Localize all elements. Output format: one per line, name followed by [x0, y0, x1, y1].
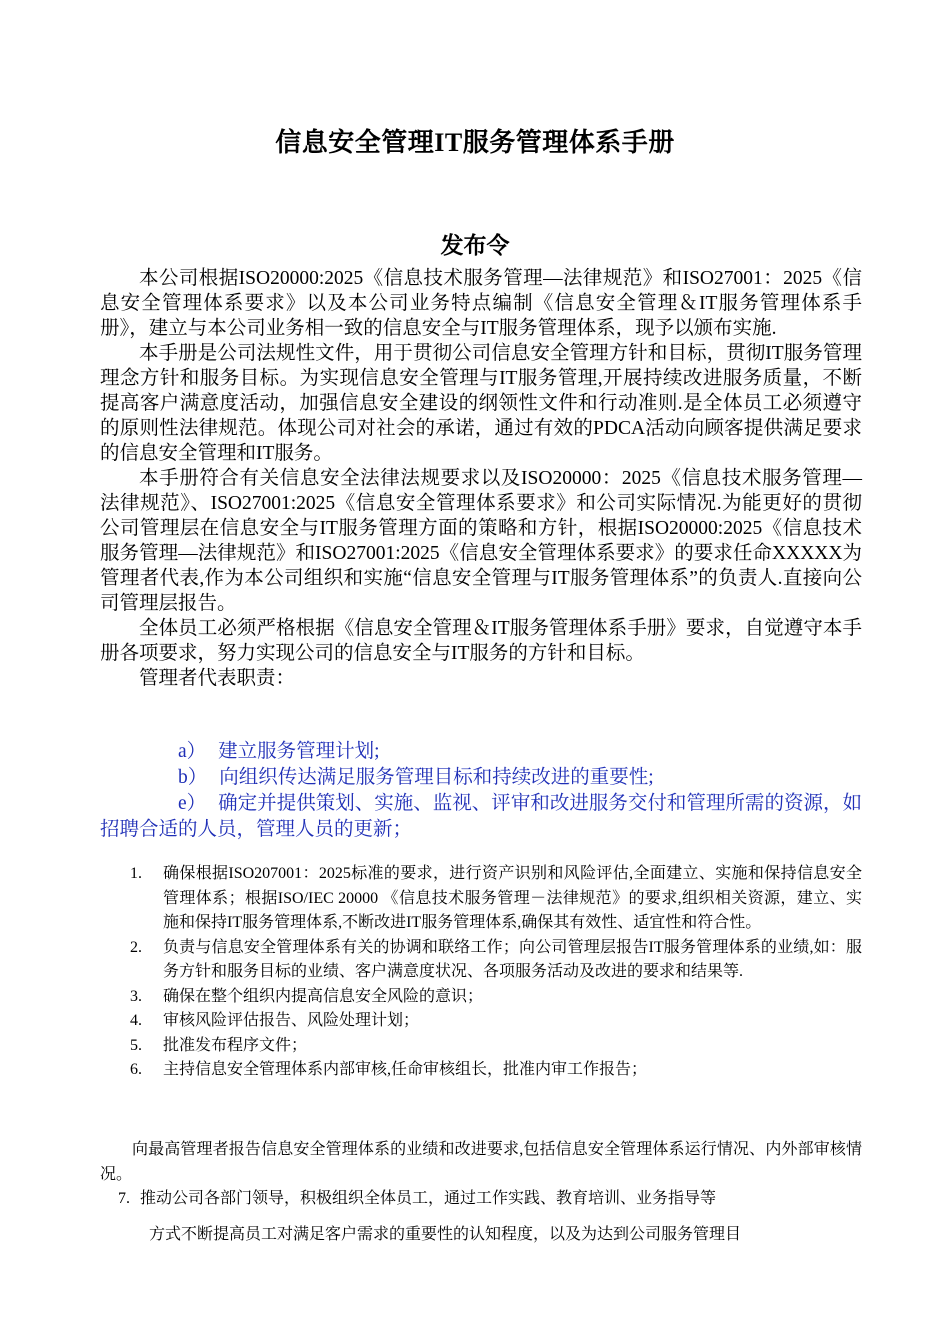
item-7-continuation: 方式不断提高员工对满足客户需求的重要性的认知程度，以及为达到公司服务管理目 [149, 1226, 742, 1243]
trailing-paragraph: 向最高管理者报告信息安全管理体系的业绩和改进要求,包括信息安全管理体系运行情况、内外部审核情况。 [100, 1141, 862, 1183]
numbered-item [130, 985, 862, 1010]
item-text: 向组织传达满足服务管理目标和持续改进的重要性; [219, 767, 654, 788]
item-number: 3. [130, 987, 142, 1005]
item-text: 确定并提供策划、实施、监视、评审和改进服务交付和管理所需的资源，如招聘合适的人员，管理人员的更新； [100, 793, 862, 840]
lettered-item [100, 791, 862, 843]
item-text: 确保在整个组织内提高信息安全风险的意识； [163, 987, 484, 1005]
item-number: 2. [130, 938, 142, 956]
item-label: a） [178, 741, 207, 762]
item-text: 建立服务管理计划; [218, 741, 380, 762]
numbered-item [130, 862, 862, 936]
lettered-list [100, 739, 862, 843]
paragraph-responsibilities-heading: 管理者代表职责： [139, 668, 296, 689]
numbered-item [130, 936, 862, 985]
item-number: 5. [130, 1036, 142, 1054]
paragraph-purpose: 本手册是公司法规性文件，用于贯彻公司信息安全管理方针和目标，贯彻IT服务管理理念方针和服务目标。为实现信息安全管理与IT服务管理,开展持续改进服务质量，不断提高客户满意度活动，加强信息安全建设的纲领性文件和行动准则.是全体员工必须遵守的原则性法律规范。体现公司对社会的承诺，通过有效的PDCA活动向顾客提供满足要求的信息安全管理和IT服务。 [100, 343, 862, 464]
document-title: 信息安全管理IT服务管理体系手册 [275, 128, 675, 157]
lettered-item [100, 739, 862, 765]
item-number: 6. [130, 1061, 142, 1078]
numbered-item-7 [118, 1187, 878, 1212]
item-text: 审核风险评估报告、风险处理计划； [163, 1012, 420, 1029]
item-text: 推动公司各部门领导，积极组织全体员工，通过工作实践、教育培训、业务指导等 [140, 1190, 717, 1207]
numbered-item [130, 1009, 862, 1034]
paragraph-compliance: 本手册符合有关信息安全法律法规要求以及ISO20000：2025《信息技术服务管理—法律规范》、ISO27001:2025《信息安全管理体系要求》和公司实际情况.为能更好的贯彻公司管理层在信息安全与IT服务管理方面的策略和方针，根据ISO20000:2025《信息技术服务管理—法律规范》和ISO27001:2025《信息安全管理体系要求》的要求任命XXXXX为管理者代表,作为本公司组织和实施“信息安全管理与IT服务管理体系”的负责人.直接向公司管理层报告。 [100, 468, 862, 614]
item-text: 批准发布程序文件； [163, 1036, 308, 1054]
section-heading: 发布令 [440, 233, 510, 258]
numbered-item [130, 1034, 862, 1059]
release-order-body [100, 266, 862, 691]
item-text: 主持信息安全管理体系内部审核,任命审核组长，批准内审工作报告； [163, 1061, 648, 1078]
paragraph-basis: 本公司根据ISO20000:2025《信息技术服务管理—法律规范》和ISO27001：2025《信息安全管理体系要求》以及本公司业务特点编制《信息安全管理＆IT服务管理体系手册》，建立与本公司业务相一致的信息安全与IT服务管理体系，现予以颁布实施. [100, 268, 862, 339]
item-label: b） [178, 767, 208, 788]
paragraph-employees: 全体员工必须严格根据《信息安全管理＆IT服务管理体系手册》要求，自觉遵守本手册各项要求，努力实现公司的信息安全与IT服务的方针和目标。 [100, 618, 862, 664]
item-label: e） [178, 793, 207, 814]
item-text: 负责与信息安全管理体系有关的协调和联络工作；向公司管理层报告IT服务管理体系的业绩,如：服务方针和服务目标的业绩、客户满意度状况、各项服务活动及改进的要求和结果等. [163, 938, 862, 980]
item-text: 确保根据ISO207001：2025标准的要求，进行资产识别和风险评估,全面建立、实施和保持信息安全管理体系；根据ISO/IEC 20000 《信息技术服务管理－法律规范》的要求,组织相关资源，建立、实施和保持IT服务管理体系,不断改进IT服务管理体系,确保其有效性、适宜性和符合性。 [163, 865, 862, 931]
item-number: 1. [130, 865, 142, 882]
lettered-item [100, 765, 862, 791]
item-number: 4. [130, 1012, 142, 1029]
numbered-item [130, 1058, 862, 1083]
item-number: 7. [118, 1190, 130, 1207]
numbered-list [130, 862, 862, 1083]
